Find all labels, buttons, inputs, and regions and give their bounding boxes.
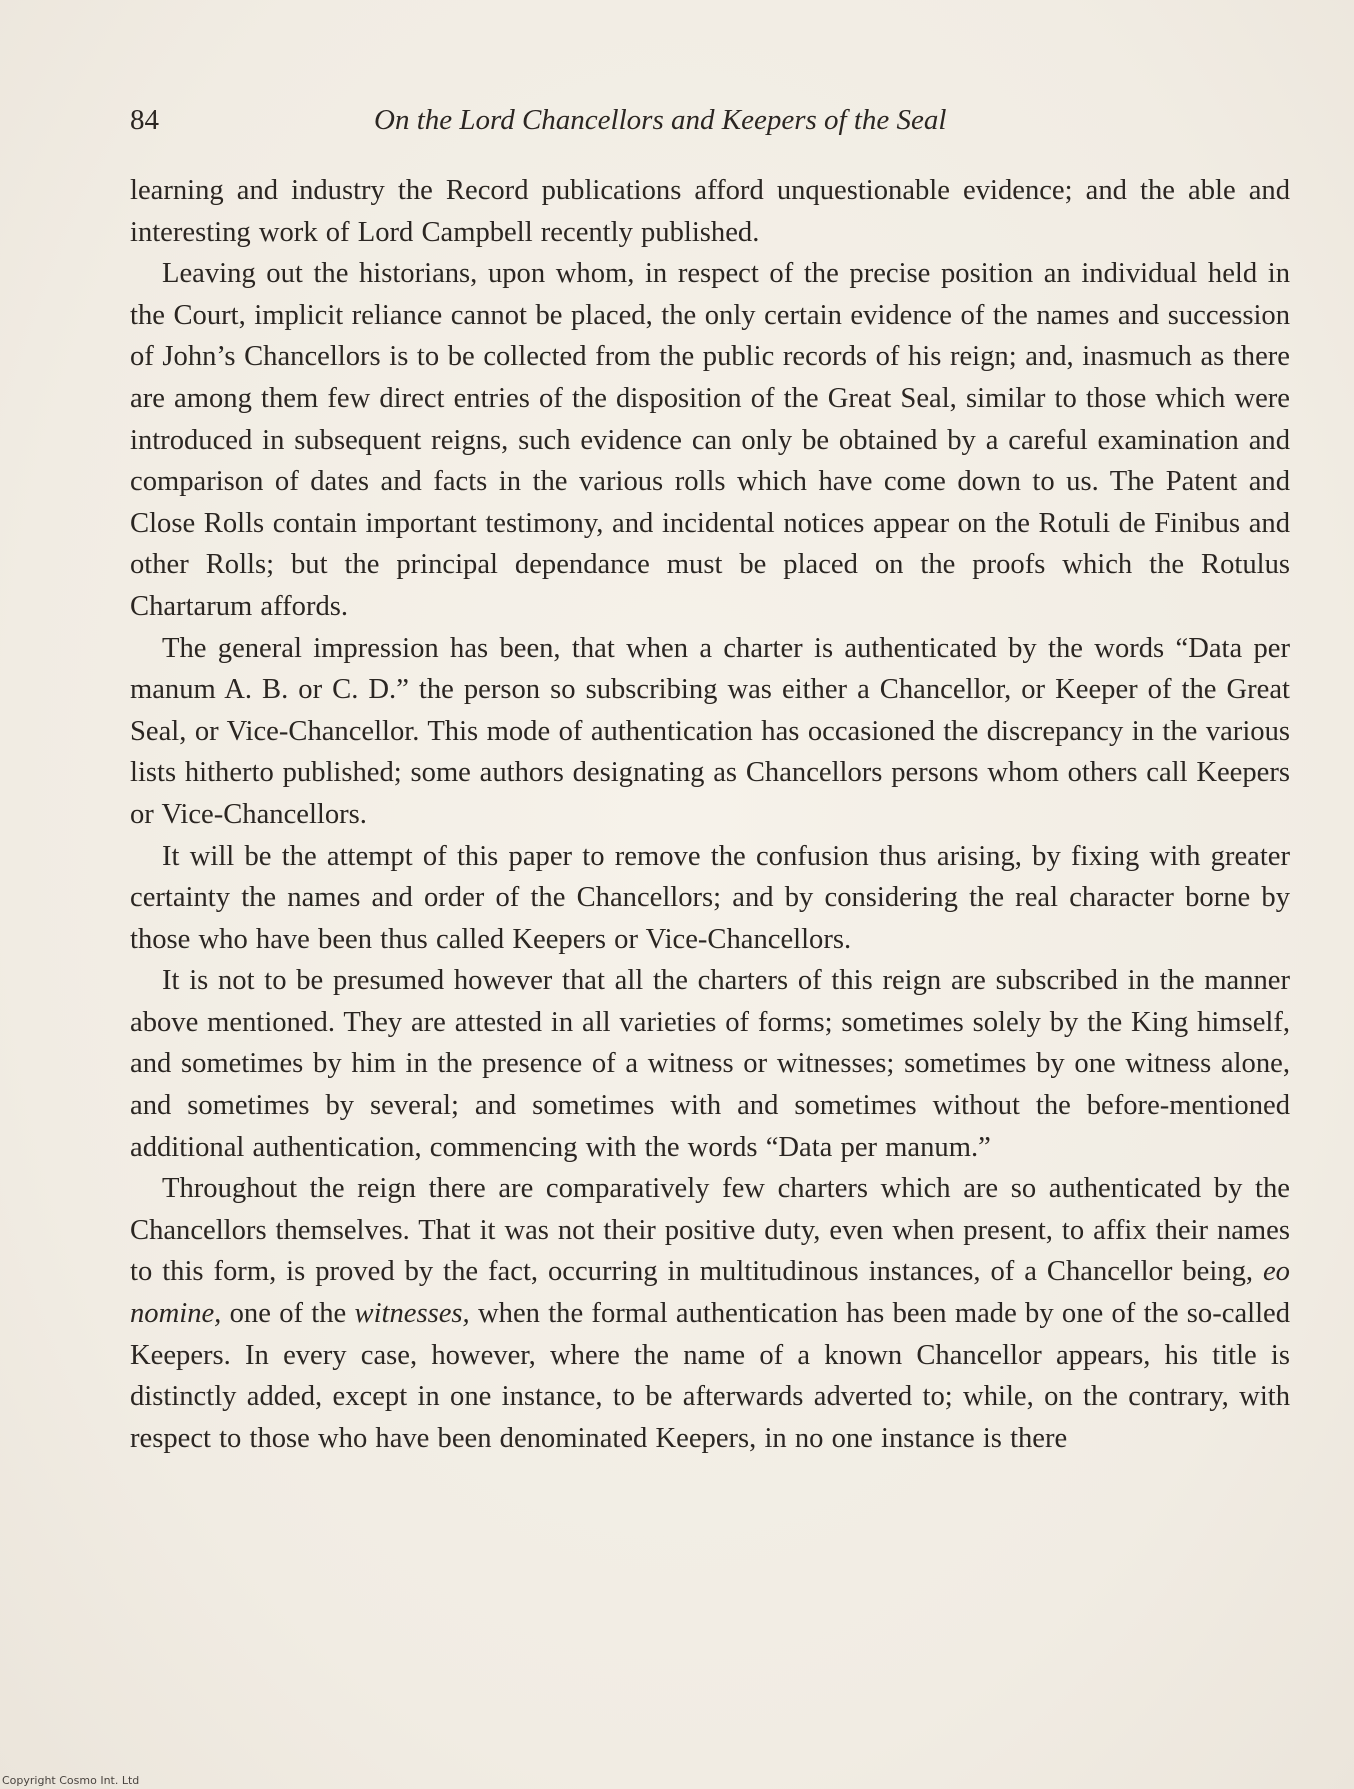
paragraph-4: It will be the attempt of this paper to remove the confusion thus arising, by fixing with greater certainty the names and order of the Chancellors; and by considering the real character borne by those who have been thus called Keepers or Vice-Chancellors. xyxy=(130,840,1290,955)
page-header xyxy=(130,104,1290,144)
page-number: 84 xyxy=(130,104,159,136)
paragraph-6-text-a: Throughout the reign there are comparatively few charters which are so authenticated by the Chancellors themselves. That it was not their positive duty, even when present, to affix their names to this form, is proved by the fact, occurring in multitudinous instances, of a Chancellor being, xyxy=(130,1173,1290,1288)
paragraph-1: learning and industry the Record publications afford unquestionable evidence; and the able and interesting work of Lord Campbell recently published. xyxy=(130,175,1290,248)
paragraph-5: It is not to be presumed however that all the charters of this reign are subscribed in the manner above mentioned. They are attested in all varieties of forms; sometimes solely by the King himself, and sometimes by him in the presence of a witness or witnesses; sometimes by one witness alone, and sometimes by several; and sometimes with and sometimes without the before-mentioned additional authentication, commencing with the words “Data per manum.” xyxy=(130,965,1290,1163)
paragraph-2: Leaving out the historians, upon whom, in respect of the precise position an individual held in the Court, implicit reliance cannot be placed, the only certain evidence of the names and succession of John’s Chancellors is to be collected from the public records of his reign; and, inasmuch as there are among them few direct entries of the disposition of the Great Seal, similar to those which were introduced in subsequent reigns, such evidence can only be obtained by a careful examination and comparison of dates and facts in the various rolls which have come down to us. The Patent and Close Rolls contain important testimony, and incidental notices appear on the Rotuli de Finibus and other Rolls; but the principal dependance must be placed on the proofs which the Rotulus Chartarum affords. xyxy=(130,258,1290,622)
paragraph-3: The general impression has been, that when a charter is authenticated by the words “Data per manum A. B. or C. D.” the person so subscribing was either a Chancellor, or Keeper of the Great Seal, or Vice-Chancellor. This mode of authentication has occasioned the discrepancy in the various lists hitherto published; some authors designating as Chancellors persons whom others call Keepers or Vice-Chancellors. xyxy=(130,632,1290,830)
paragraph-6-text-c: when the formal authentication has been made by one of the so-called Keepers. In every case, however, where the name of a known Chancellor appears, his title is distinctly added, except in one instance, to be afterwards adverted to; while, on the contrary, with respect to those who have been denominated Keepers, in no one instance is there xyxy=(130,1298,1291,1454)
paragraph-6 xyxy=(130,1168,1290,1459)
paragraph-6-emphasis-a: eo nomine, xyxy=(130,1256,1290,1330)
copyright-notice: Copyright Cosmo Int. Ltd xyxy=(2,1774,140,1787)
paragraph-6-emphasis-b: witnesses, xyxy=(354,1298,470,1330)
running-title: On the Lord Chancellors and Keepers of the Seal xyxy=(374,104,947,136)
body-text xyxy=(130,170,1290,1459)
paragraph-6-text-b: one of the xyxy=(229,1298,347,1330)
